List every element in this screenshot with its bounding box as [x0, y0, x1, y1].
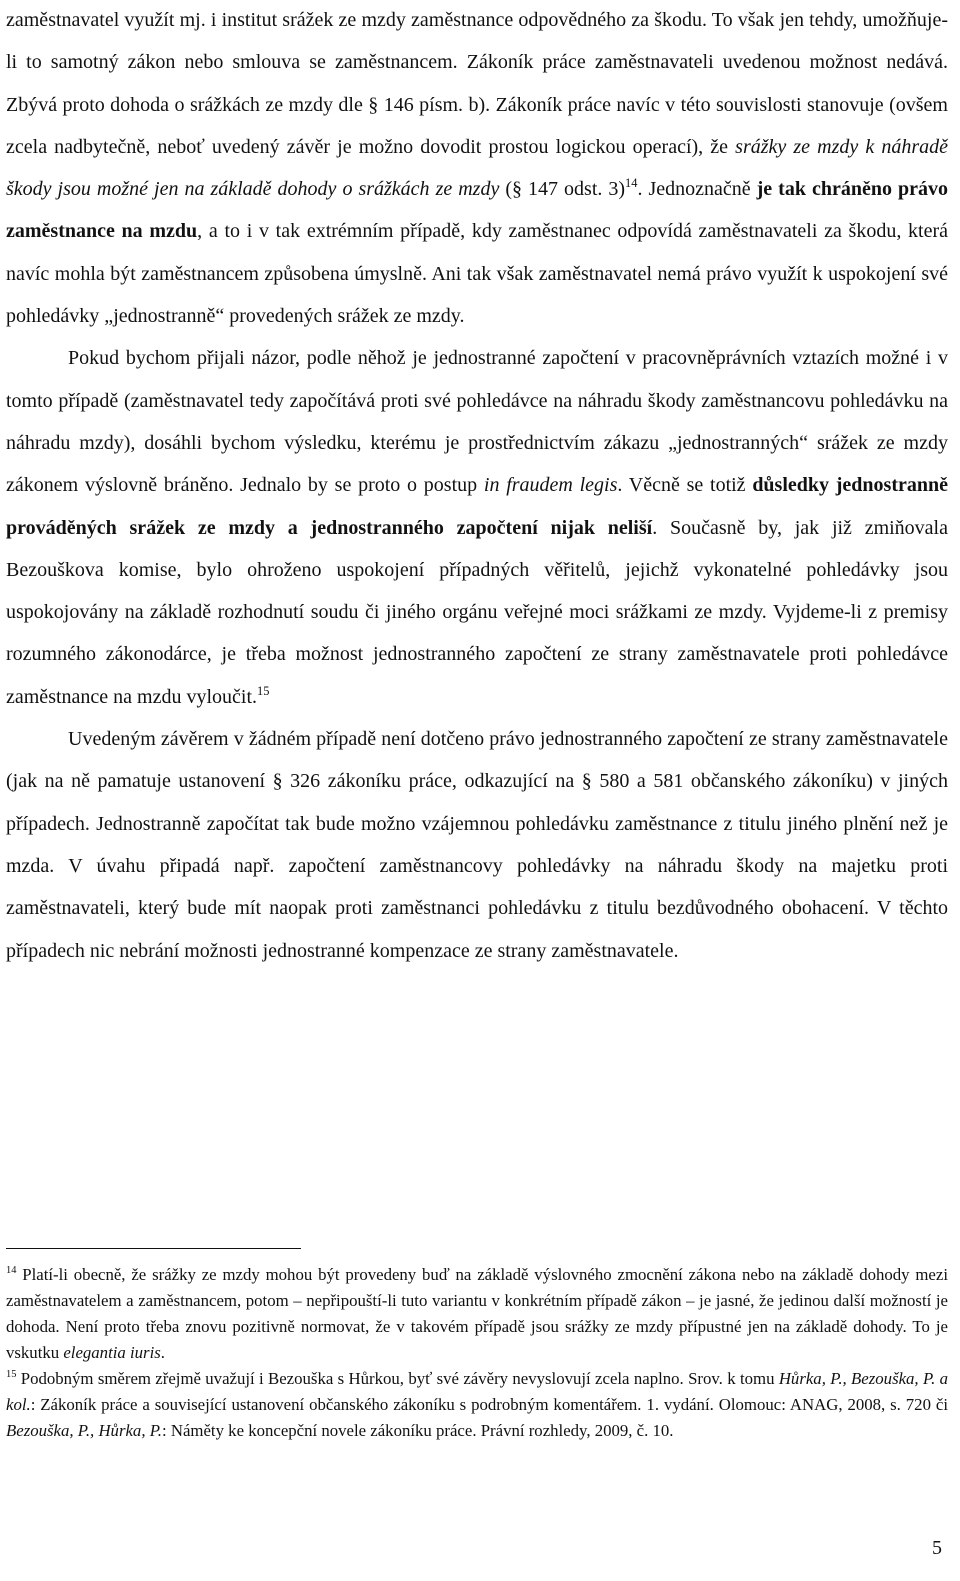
- text-run: .: [160, 1343, 165, 1362]
- text-run: Pokud bychom přijali názor, podle něhož je jednostranné započtení v pracovněprávních vztazích možné i v tomto případě (zaměstnavatel tedy započítává proti své pohledávce na náhradu škody zaměstnancovu pohledávku na náhradu mzdy), dosáhli bychom výsledku, kterému je prostřednictvím zákazu „jednostranných“ srážek ze mzdy zákonem výslovně bráněno. Jednalo by se proto o postup: [6, 347, 948, 497]
- text-run: : Náměty ke koncepční novele zákoníku práce. Právní rozhledy, 2009, č. 10.: [162, 1421, 674, 1440]
- text-run: zaměstnavatel využít mj. i institut srážek ze mzdy zaměstnance odpovědného za škodu. To však jen tehdy, umožňuje-li to samotný zákon nebo smlouva se zaměstnancem. Zákoník práce zaměstnavateli uvedenou možnost nedává. Zbývá proto dohoda o srážkách ze mzdy dle § 146 písm. b). Zákoník práce navíc v této souvislosti stanovuje (ovšem zcela nadbytečně, neboť uvedený závěr je možno dovodit prostou logickou operací), že: [6, 9, 948, 158]
- text-run: (§ 147 odst. 3): [499, 178, 626, 201]
- footnote-separator: [6, 1248, 301, 1249]
- paragraph-2: [6, 337, 948, 718]
- footnote-15: [6, 1366, 948, 1444]
- page-number: 5: [932, 1537, 942, 1559]
- footnote-ref-15[interactable]: 15: [257, 683, 270, 698]
- text-run: Platí-li obecně, že srážky ze mzdy mohou být provedeny buď na základě výslovného zmocnění zákona nebo na základě dohody mezi zaměstnavatelem a zaměstnancem, potom – nepřipouští-li tuto variantu v konkrétním případě zákon – je jasné, že jedinou další možností je dohoda. Není proto třeba znovu pozitivně normovat, že v takovém případě jsou srážky ze mzdy přípustné jen na základě dohody. To je vskutku: [6, 1265, 948, 1362]
- text-run: , a to i v tak extrémním případě, kdy zaměstnanec odpovídá zaměstnavateli za škodu, která navíc mohla být zaměstnancem způsobena úmyslně. Ani tak však zaměstnavatel nemá právo využít k uspokojení své pohledávky „jednostranně“ provedených srážek ze mzdy.: [6, 220, 948, 328]
- italic-run: elegantia iuris: [63, 1343, 161, 1362]
- footnotes: [6, 1262, 948, 1444]
- italic-run: Bezouška, P., Hůrka, P.: [6, 1421, 162, 1440]
- body-text: [6, 0, 948, 972]
- paragraph-1: [6, 0, 948, 337]
- italic-run: Hůrka, P., Bezouška, P. a kol.: [6, 1369, 948, 1414]
- italic-run: srážky ze mzdy k náhradě škody jsou možné jen na základě dohody o srážkách ze mzdy: [6, 135, 949, 201]
- footnote-number: 15: [6, 1369, 17, 1381]
- text-run: . Současně by, jak již zmiňovala Bezouškova komise, bylo ohroženo uspokojení případných věřitelů, jejichž vykonatelné pohledávky jsou uspokojovány na základě rozhodnutí soudu či jiného orgánu veřejné moci srážkami ze mzdy. Vyjdeme-li z premisy rozumného zákonodárce, je třeba možnost jednostranného započtení ze strany zaměstnavatele proti pohledávce zaměstnance na mzdu vyloučit.: [6, 516, 948, 708]
- bold-run: je tak chráněno právo zaměstnance na mzdu: [6, 178, 948, 243]
- text-run: : Zákoník práce a související ustanovení občanského zákoníku s podrobným komentářem. 1. vydání. Olomouc: ANAG, 2008, s. 720 či: [30, 1395, 948, 1414]
- paragraph-3: [6, 718, 948, 972]
- italic-run: in fraudem legis: [483, 474, 618, 497]
- text-run: Podobným směrem zřejmě uvažují i Bezouška s Hůrkou, byť své závěry nevyslovují zcela naplno. Srov. k tomu: [16, 1369, 779, 1388]
- footnote-number: 14: [6, 1265, 17, 1277]
- footnote-14: [6, 1262, 948, 1366]
- bold-run: důsledky jednostranně prováděných srážek ze mzdy a jednostranného započtení nijak neliší: [6, 474, 948, 539]
- footnote-ref-14[interactable]: 14: [625, 176, 638, 191]
- text-run: . Věcně se totiž: [617, 474, 753, 497]
- text-run: . Jednoznačně: [637, 178, 757, 201]
- text-run: Uvedeným závěrem v žádném případě není dotčeno právo jednostranného započtení ze strany zaměstnavatele (jak na ně pamatuje ustanovení § 326 zákoníku práce, odkazující na § 580 a 581 občanského zákoníku) v jiných případech. Jednostranně započítat tak bude možno vzájemnou pohledávku zaměstnance z titulu jiného plnění než je mzda. V úvahu připadá např. započtení zaměstnancovy pohledávky na náhradu škody na majetku proti zaměstnavateli, který bude mít naopak proti zaměstnanci pohledávku z titulu bezdůvodného obohacení. V těchto případech nic nebrání možnosti jednostranné kompenzace ze strany zaměstnavatele.: [6, 728, 948, 962]
